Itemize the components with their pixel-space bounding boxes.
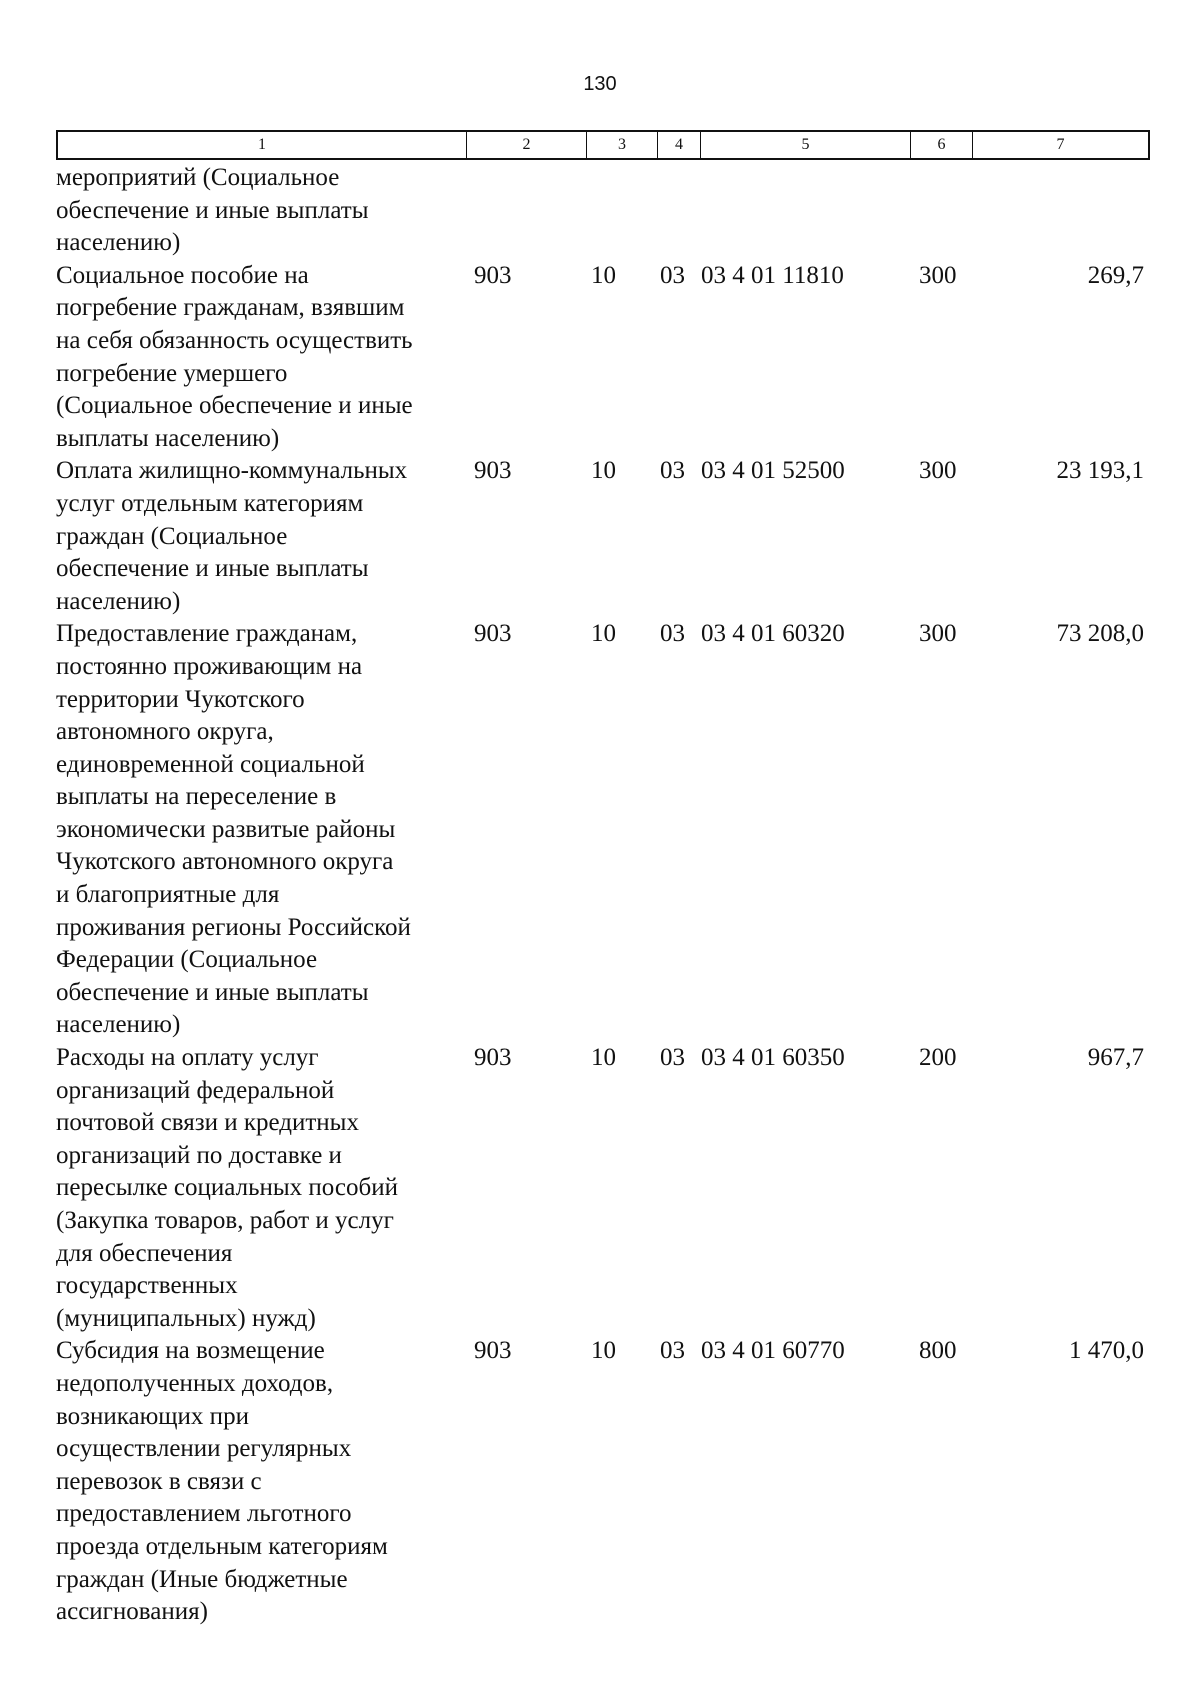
row-section-code bbox=[585, 162, 656, 260]
row-amount: 1 470,0 bbox=[1069, 1337, 1144, 1365]
row-expense-type: 200 bbox=[919, 1044, 957, 1072]
row-section-code: 10 bbox=[591, 1044, 616, 1072]
header-col-7: 7 bbox=[1056, 136, 1065, 153]
row-amount: 967,7 bbox=[1087, 1044, 1144, 1072]
row-description: Социальное пособие на погребение гражданам, взявшим на себя обязанность осуществить погребение умершего (Социальное обеспечение и иные выплаты населению) bbox=[56, 261, 413, 452]
header-col-2: 2 bbox=[467, 132, 587, 158]
table-row bbox=[56, 1335, 1150, 1628]
row-section-code: 10 bbox=[591, 457, 616, 485]
row-description: мероприятий (Социальное обеспечение и иные выплаты населению) bbox=[56, 164, 369, 257]
row-section-code: 10 bbox=[591, 1337, 616, 1365]
row-expense-type: 300 bbox=[919, 261, 957, 289]
header-col-5: 5 bbox=[701, 132, 911, 158]
row-admin-code: 903 bbox=[474, 1337, 512, 1365]
row-target-code: 03 4 01 60350 bbox=[701, 1044, 845, 1072]
row-target-code: 03 4 01 60320 bbox=[701, 620, 845, 648]
row-admin-code: 903 bbox=[474, 620, 512, 648]
row-amount: 73 208,0 bbox=[1056, 620, 1144, 648]
table-row bbox=[56, 455, 1150, 618]
row-amount: 23 193,1 bbox=[1056, 457, 1144, 485]
row-subsection-code: 03 bbox=[660, 620, 685, 648]
page-number: 130 bbox=[583, 73, 617, 95]
row-admin-code: 903 bbox=[474, 457, 512, 485]
row-admin-code bbox=[465, 162, 585, 260]
header-col-4: 4 bbox=[658, 132, 701, 158]
row-amount: 269,7 bbox=[1087, 261, 1144, 289]
table-row bbox=[56, 260, 1150, 456]
row-expense-type bbox=[909, 162, 971, 260]
row-description: Оплата жилищно-коммунальных услуг отдельным категориям граждан (Социальное обеспечение и иные выплаты населению) bbox=[56, 457, 408, 615]
row-target-code bbox=[699, 162, 909, 260]
header-col-3: 3 bbox=[587, 132, 658, 158]
row-expense-type: 300 bbox=[919, 457, 957, 485]
row-subsection-code: 03 bbox=[660, 1044, 685, 1072]
row-expense-type: 800 bbox=[919, 1337, 957, 1365]
header-col-1: 1 bbox=[58, 132, 467, 158]
table-row bbox=[56, 162, 1150, 260]
row-admin-code: 903 bbox=[474, 1044, 512, 1072]
row-subsection-code: 03 bbox=[660, 457, 685, 485]
row-description: Предоставление гражданам, постоянно проживающим на территории Чукотского автономного округа, единовременной социальной выплаты на переселение в экономически развитые районы Чукотского автономного округа и благоприятные для проживания регионы Российской Федерации (Социальное обеспечение и иные выплаты населению) bbox=[56, 620, 411, 1039]
row-section-code: 10 bbox=[591, 261, 616, 289]
header-col-6: 6 bbox=[911, 132, 973, 158]
row-description: Расходы на оплату услуг организаций федеральной почтовой связи и кредитных организаций по доставке и пересылке социальных пособий (Закупка товаров, работ и услуг для обеспечения государственных (муниципальных) нужд) bbox=[56, 1044, 398, 1332]
row-subsection-code: 03 bbox=[660, 1337, 685, 1365]
row-subsection-code: 03 bbox=[660, 261, 685, 289]
table-row bbox=[56, 618, 1150, 1042]
row-subsection-code bbox=[656, 162, 699, 260]
row-target-code: 03 4 01 11810 bbox=[701, 261, 844, 289]
table-body bbox=[56, 162, 1150, 1629]
row-expense-type: 300 bbox=[919, 620, 957, 648]
row-target-code: 03 4 01 52500 bbox=[701, 457, 845, 485]
row-description: Субсидия на возмещение недополученных доходов, возникающих при осуществлении регулярных перевозок в связи с предоставлением льготного проезда отдельным категориям граждан (Иные бюджетные ассигнования) bbox=[56, 1337, 388, 1626]
row-section-code: 10 bbox=[591, 620, 616, 648]
row-amount bbox=[971, 162, 1146, 260]
table-header bbox=[56, 130, 1150, 160]
table-row bbox=[56, 1042, 1150, 1335]
row-admin-code: 903 bbox=[474, 261, 512, 289]
row-target-code: 03 4 01 60770 bbox=[701, 1337, 845, 1365]
